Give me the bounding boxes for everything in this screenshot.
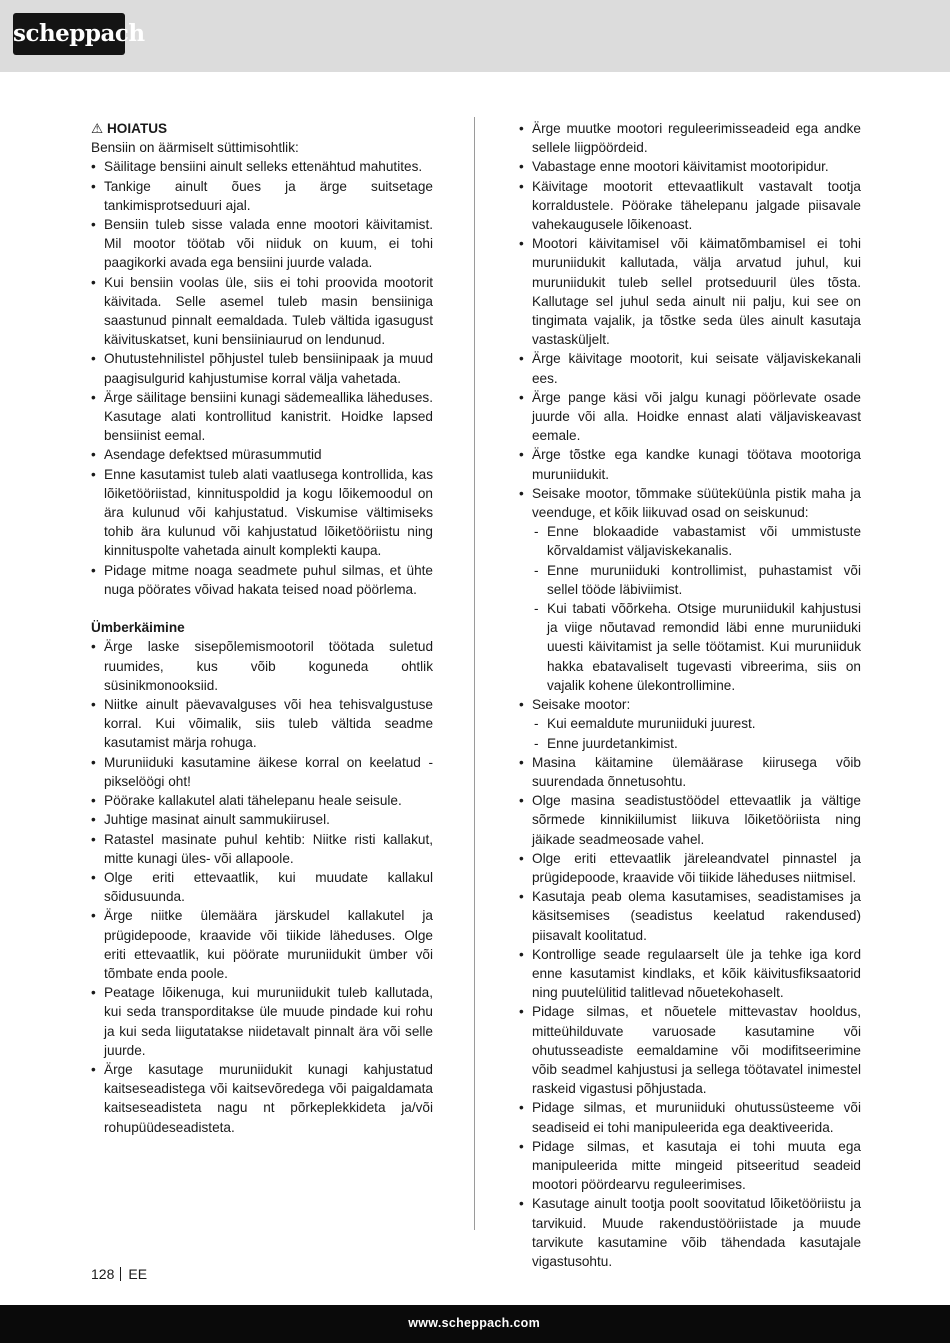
bullet-item: • Kasutaja peab olema kasutamises, seadistamises ja käsitsemises (seadistus keelatud rakendused) piisavalt koolitatud.: [519, 887, 861, 945]
bullet-item: • Muruniiduki kasutamine äikese korral on keelatud - pikselöögi oht!: [91, 753, 433, 791]
dash-subitem: - Enne juurdetankimist.: [519, 734, 861, 753]
bullet-item: • Ärge tõstke ega kandke kunagi töötava mootoriga muruniidukit.: [519, 445, 861, 483]
language-code: EE: [128, 1266, 148, 1282]
bullet-item: • Tankige ainult õues ja ärge suitsetage tankimisprotseduuri ajal.: [91, 177, 433, 215]
bullet-item: • Niitke ainult päevavalguses või hea tehisvalgustuse korral. Kui võimalik, siis tuleb vältida seadme kasutamist märja rohuga.: [91, 695, 433, 753]
intro-text: Bensiin on äärmiselt süttimisohtlik:: [91, 140, 299, 156]
bullet-item: • Peatage lõikenuga, kui muruniidukit tuleb kallutada, kui seda transporditakse üle muude pindade kui rohu ja kui seda liigutatakse niidetavalt pinnalt ära või selle juurde.: [91, 983, 433, 1060]
bullet-item: • Pidage silmas, et muruniiduki ohutussüsteeme või seadiseid ei tohi manipuleerida ega deaktiveerida.: [519, 1098, 861, 1136]
bullet-item: • Kui bensiin voolas üle, siis ei tohi proovida mootorit käivitada. Selle asemel tuleb masin bensiiniga saastunud pinnalt eemaldada. Tuleb vältida igasugust käivituskatset, kuni bensiiniaurud on lendunud.: [91, 273, 433, 350]
bullet-item: • Pöörake kallakutel alati tähelepanu heale seisule.: [91, 791, 433, 810]
bullet-item: • Kasutage ainult tootja poolt soovitatud lõiketööriistu ja tarvikuid. Muude rakendustööriistade ja muude tarvikute kasutamine võib tähendada kasutajale vigastusohtu.: [519, 1194, 861, 1271]
bullet-item: • Ärge kasutage muruniidukit kunagi kahjustatud kaitseseadistega või kaitsevõredega või paigaldamata kaitseseadisteta nagu nt põrkeplekkideta ja/või rohupüüdeseadisteta.: [91, 1060, 433, 1137]
bullet-item: • Pidage silmas, et kasutaja ei tohi muuta ega manipuleerida mitte mingeid pitseeritud seadeid mootori pöördearvu reguleerimises.: [519, 1137, 861, 1195]
bullet-item: • Enne kasutamist tuleb alati vaatlusega kontrollida, kas lõiketööriistad, kinnituspoldid ja kogu lõikemoodul on ära kulunud või kahjustatud. Viskumise vältimiseks tohib ära kulunud või kahjustatud lõiketööriistu ning kinnituspolte vahetada ainult komplekti kaupa.: [91, 465, 433, 561]
spacer: [91, 599, 433, 618]
section-heading: Ümberkäimine: [91, 620, 185, 636]
footer-band: [0, 1305, 950, 1343]
bullet-item: • Ärge säilitage bensiini kunagi sädemeallika läheduses. Kasutage alati kontrollitud kanistrit. Hoidke lapsed bensiinist eemal.: [91, 388, 433, 446]
bullet-item: • Pidage mitme noaga seadmete puhul silmas, et ühte nuga pöörates võivad hakata teised noad pöörlema.: [91, 561, 433, 599]
bullet-item: • Olge eriti ettevaatlik, kui muudate kallakul sõidusuunda.: [91, 868, 433, 906]
dash-subitem: - Enne blokaadide vabastamist või ummistuste kõrvaldamist väljaviskekanalis.: [519, 522, 861, 560]
bullet-item: • Mootori käivitamisel või käimatõmbamisel ei tohi muruniidukit kallutada, välja arvatud juhul, kui muruniidukit tuleb sellel protseduuril üles tõsta. Kallutage sel juhul seda ainult nii palju, kui see on tingimata vajalik, ja tõstke seda üles ainult kasutaja vastasküljelt.: [519, 234, 861, 349]
bullet-item: • Ärge laske sisepõlemismootoril töötada suletud ruumides, kus võib koguneda ohtlik süsinikmonooksiid.: [91, 637, 433, 695]
section-heading: ⚠ HOIATUS: [91, 121, 168, 136]
page-footer-label: [91, 1265, 147, 1283]
bullet-item: • Olge masina seadistustöödel ettevaatlik ja vältige sõrmede kinnikiilumist liikuva lõiketööriista ning jäikade seadmeosade vahel.: [519, 791, 861, 849]
dash-subitem: - Kui tabati võõrkeha. Otsige muruniidukil kahjustusi ja viige nõutavad remondid läbi enne muruniiduki uuesti käivitamist ja selle töötamist. Kui muruniiduk hakka ebatavaliselt tugevasti vibreerima, siis on vajalik kohene ülekontrollimine.: [519, 599, 861, 695]
bullet-item: • Ratastel masinate puhul kehtib: Niitke risti kallakut, mitte kunagi üles- või allapoole.: [91, 830, 433, 868]
bullet-item: • Asendage defektsed mürasummutid: [91, 445, 433, 464]
header-band: [0, 0, 950, 72]
brand-logo: scheppach: [13, 13, 125, 55]
bullet-item: • Kontrollige seade regulaarselt üle ja tehke iga kord enne kasutamist kindlaks, et kõik käivitusfiksaatorid ning puutelülitid talitlevad nõuetekohaselt.: [519, 945, 861, 1003]
bullet-item: • Ohutustehnilistel põhjustel tuleb bensiinipaak ja muud paagisulgurid kahjustumise korral välja vahetada.: [91, 349, 433, 387]
bullet-item: • Seisake mootor:: [519, 695, 861, 714]
left-column: [91, 119, 433, 1137]
bullet-item: • Vabastage enne mootori käivitamist mootoripidur.: [519, 157, 861, 176]
website-link[interactable]: www.scheppach.com: [408, 1316, 540, 1330]
bullet-item: • Masina käitamine ülemäärase kiirusega võib suurendada õnnetusohtu.: [519, 753, 861, 791]
page-number: 128: [91, 1266, 115, 1282]
bullet-item: • Juhtige masinat ainult sammukiirusel.: [91, 810, 433, 829]
bullet-item: • Käivitage mootorit ettevaatlikult vastavalt tootja korraldustele. Pöörake tähelepanu jalgade piisavale vahekaugusele lõikenoast.: [519, 177, 861, 235]
footer-separator: [120, 1267, 121, 1281]
bullet-item: • Ärge käivitage mootorit, kui seisate väljaviskekanali ees.: [519, 349, 861, 387]
bullet-item: • Pidage silmas, et nõuetele mittevastav hooldus, mitteühilduvate varuosade kasutamine või ohutusseadiste eemaldamine või modifitseerimine võib seadmel kahjustusi ja sellega töötavatel inimestel raskeid vigastusi põhjustada.: [519, 1002, 861, 1098]
bullet-item: • Ärge pange käsi või jalgu kunagi pöörlevate osade juurde või alla. Hoidke ennast alati väljaviskeavast eemale.: [519, 388, 861, 446]
right-column: [519, 119, 861, 1271]
bullet-item: • Ärge muutke mootori reguleerimisseadeid ega andke sellele liigpöördeid.: [519, 119, 861, 157]
bullet-item: • Säilitage bensiini ainult selleks ettenähtud mahutites.: [91, 157, 433, 176]
column-divider: [474, 117, 475, 1230]
bullet-item: • Seisake mootor, tõmmake süüteküünla pistik maha ja veenduge, et kõik liikuvad osad on seiskunud:: [519, 484, 861, 522]
bullet-item: • Ärge niitke ülemäära järskudel kallakutel ja prügidepoode, kraavide või tiikide läheduses. Olge eriti ettevaatlik, kui pöörate muruniidukit ümber või tõmbate enda poole.: [91, 906, 433, 983]
dash-subitem: - Enne muruniiduki kontrollimist, puhastamist või sellel tööde läbiviimist.: [519, 561, 861, 599]
dash-subitem: - Kui eemaldute muruniiduki juurest.: [519, 714, 861, 733]
bullet-item: • Bensiin tuleb sisse valada enne mootori käivitamist. Mil mootor töötab või niiduk on kuum, ei tohi paagikorki avada ega bensiini juurde valada.: [91, 215, 433, 273]
bullet-item: • Olge eriti ettevaatlik järeleandvatel pinnastel ja prügidepoode, kraavide või tiikide läheduses niitmisel.: [519, 849, 861, 887]
